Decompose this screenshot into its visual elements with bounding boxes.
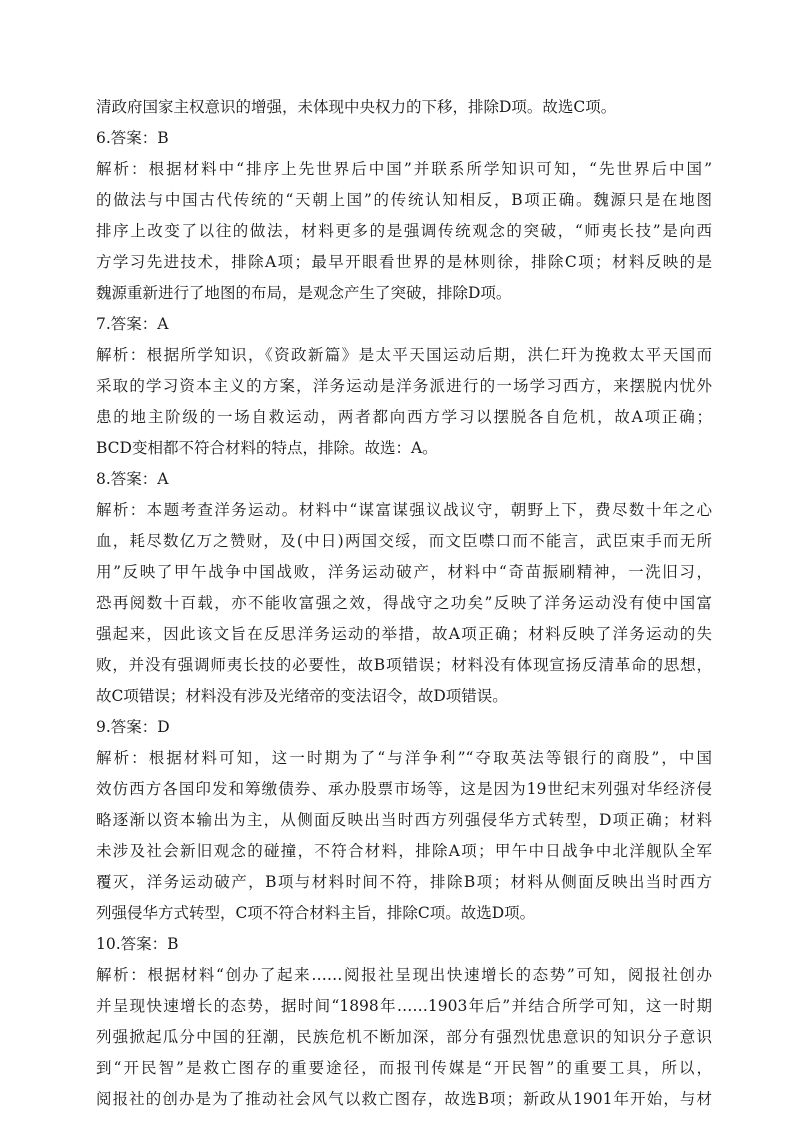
text-line: 列强掀起瓜分中国的狂潮，民族危机不断加深，部分有强烈忧患意识的知识分子意识 (96, 1028, 712, 1046)
text-line: 解析：根据材料中“排序上先世界后中国”并联系所学知识可知，“先世界后中国” (96, 160, 712, 178)
text-line: 解析：根据材料“创办了起来……阅报社呈现出快速增长的态势”可知，阅报社创办 (96, 966, 712, 984)
answer-heading: 7.答案：A (96, 315, 169, 333)
text-line: 效仿西方各国印发和筹缴债券、承办股票市场等，这是因为19世纪末列强对华经济侵 (96, 780, 712, 798)
text-line: 故C项错误；材料没有涉及光绪帝的变法诏令，故D项错误。 (96, 687, 508, 705)
text-line: 清政府国家主权意识的增强，未体现中央权力的下移，排除D项。故选C项。 (96, 98, 617, 116)
text-line: 恐再阅数十百载，亦不能收富强之效，得战守之功矣”反映了洋务运动没有使中国富 (96, 594, 712, 612)
text-line: 解析：根据所学知识，《资政新篇》是太平天国运动后期，洪仁玕为挽救太平天国而 (96, 346, 712, 364)
text-line: 未涉及社会新旧观念的碰撞，不符合材料，排除A项；甲午中日战争中北洋舰队全军 (96, 842, 712, 860)
text-line: 覆灭，洋务运动破产，B项与材料时间不符，排除B项；材料从侧面反映出当时西方 (96, 873, 712, 891)
answer-heading: 10.答案：B (96, 935, 179, 953)
text-line: BCD变相都不符合材料的特点，排除。故选：A。 (96, 439, 438, 457)
text-line: 患的地主阶级的一场自救运动，两者都向西方学习以摆脱各自危机，故A项正确； (96, 408, 712, 426)
text-line: 略逐渐以资本输出为主，从侧面反映出当时西方列强侵华方式转型，D项正确；材料 (96, 811, 712, 829)
text-line: 方学习先进技术，排除A项；最早开眼看世界的是林则徐，排除C项；材料反映的是 (96, 253, 712, 271)
text-line: 败，并没有强调师夷长技的必要性，故B项错误；材料没有体现宣扬反清革命的思想， (96, 656, 712, 674)
text-line: 采取的学习资本主义的方案，洋务运动是洋务派进行的一场学习西方，来摆脱内忧外 (96, 377, 712, 395)
text-line: 血，耗尽数亿万之赞财，及(中日)两国交绥，而文臣噤口而不能言，武臣束手而无所 (96, 532, 712, 550)
answer-heading: 6.答案：B (96, 129, 169, 147)
text-line: 列强侵华方式转型，C项不符合材料主旨，排除C项。故选D项。 (96, 904, 536, 922)
text-line: 解析：根据材料可知，这一时期为了“与洋争利”“夺取英法等银行的商股”，中国 (96, 749, 712, 767)
text-line: 魏源重新进行了地图的布局，是观念产生了突破，排除D项。 (96, 284, 512, 302)
document-page (96, 92, 712, 1115)
text-line: 用”反映了甲午战争中国战败，洋务运动破产，材料中“奇苗振刷精神，一洗旧习， (96, 563, 712, 581)
text-line: 到“开民智”是救亡图存的重要途径，而报刊传媒是“开民智”的重要工具，所以， (96, 1059, 712, 1077)
text-line: 的做法与中国古代传统的“天朝上国”的传统认知相反，B项正确。魏源只是在地图 (96, 191, 712, 209)
text-line: 阅报社的创办是为了推动社会风气以救亡图存，故选B项；新政从1901年开始，与材 (96, 1090, 712, 1108)
answer-heading: 9.答案：D (96, 718, 170, 736)
text-line: 并呈现快速增长的态势，据时间“1898年……1903年后”并结合所学可知，这一时期 (96, 997, 712, 1015)
text-line: 排序上改变了以往的做法，材料更多的是强调传统观念的突破，“师夷长技”是向西 (96, 222, 712, 240)
answer-heading: 8.答案：A (96, 470, 169, 488)
text-line: 强起来，因此该文旨在反思洋务运动的举措，故A项正确；材料反映了洋务运动的失 (96, 625, 712, 643)
text-line: 解析：本题考查洋务运动。材料中“谋富谋强议战议守，朝野上下，费尽数十年之心 (96, 501, 712, 519)
